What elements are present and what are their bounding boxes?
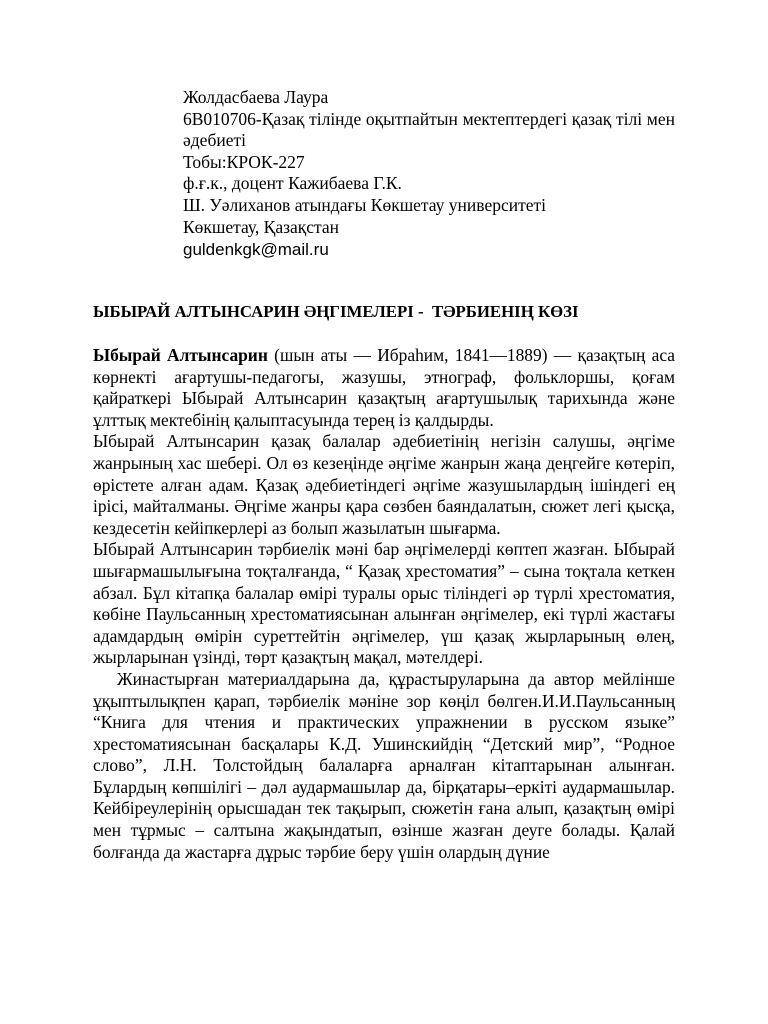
author-supervisor: ф.ғ.к., доцент Кажибаева Г.К. (183, 173, 402, 194)
author-specialty: 6В010706-Қазақ тілінде оқытпайтын мектептердегі қазақ тілі мен әдебиеті (183, 108, 675, 151)
paragraph-2: Ыбырай Алтынсарин қазақ балалар әдебиетінің негізін салушы, әңгіме жанрының хас шебері. Ол өз кезеңінде әңгіме жанрын жаңа деңгейге көтеріп, өрістете алған адам. Қазақ әдебиетіндегі әңгіме жазушылардың ішіндегі ең ірісі, майталманы. Әңгіме жанры қара сөзбен баяндалатын, сюжет легі қысқа, кездесетін кейіпкерлері аз болып жазылатын шығарма. (93, 431, 675, 538)
paragraph-3: Ыбырай Алтынсарин тәрбиелік мәні бар әңгімелерді көптеп жазған. Ыбырай шығармашылығына тоқталғанда, “ Қазақ хрестоматия” – сына тоқтала кеткен абзал. Бұл кітапқа балалар өмірі туралы орыс тіліндегі әр түрлі хрестоматия, көбіне Паульсанның хрестоматиясынан алынған әңгімелер, екі түрлі жастағы адамдардың өмірін суреттейтін әңгімелер, үш қазақ жырларының өлең, жырларынан үзінді, төрт қазақтың мақал, мәтелдері. (93, 539, 675, 668)
author-city: Көкшетау, Қазақстан (183, 216, 340, 237)
paragraph-1-text: (шын аты — Ибраһим, 1841—1889) — қазақтың аса көрнекті ағартушы-педагогы, жазушы, этнограф, фольклоршы, қоғам қайраткері Ыбырай Алтынсарин қазақтың ағартушылық тарихында және ұлттық мектебінің қалыптасуында терең із қалдырды. (93, 345, 675, 430)
article-title: ЫБЫРАЙ АЛТЫНСАРИН ӘҢГІМЕЛЕРІ - ТӘРБИЕНІҢ КӨЗІ (93, 302, 579, 321)
author-university: Ш. Уәлиханов атындағы Көкшетау университеті (183, 194, 547, 215)
author-name: Жолдасбаева Лаура (183, 87, 329, 107)
author-group: Тобы:КРОК-227 (183, 151, 305, 172)
paragraph-1-bold-name: Ыбырай Алтынсарин (93, 345, 268, 365)
author-info-block (183, 87, 675, 261)
paragraph-1 (93, 345, 675, 431)
author-email: guldenkgk@mail.ru (183, 240, 329, 260)
article-body (93, 345, 675, 863)
paragraph-4: Жинастырған материалдарына да, құрастыруларына да автор мейлінше ұқыптылықпен қарап, тәрбиелік мәніне зор көңіл бөлген.И.И.Паульсанның “Книга для чтения и практических упражнении в русском языке” хрестоматиясынан басқалары К.Д. Ушинскийдің “Детский мир”, “Родное слово”, Л.Н. Толстойдың балаларға арналған кітаптарынан алынған. Бұлардың көпшілігі – дәл аудармашылар да, бірқатары–еркіті аудармашылар. Кейбіреулерінің орысшадан тек тақырып, сюжетін ғана алып, қазақтың өмірі мен тұрмыс – салтына жақындатып, өзінше жазған деуге болады. Қалай болғанда да жастарға дұрыс тәрбие беру үшін олардың дүние (93, 668, 675, 862)
